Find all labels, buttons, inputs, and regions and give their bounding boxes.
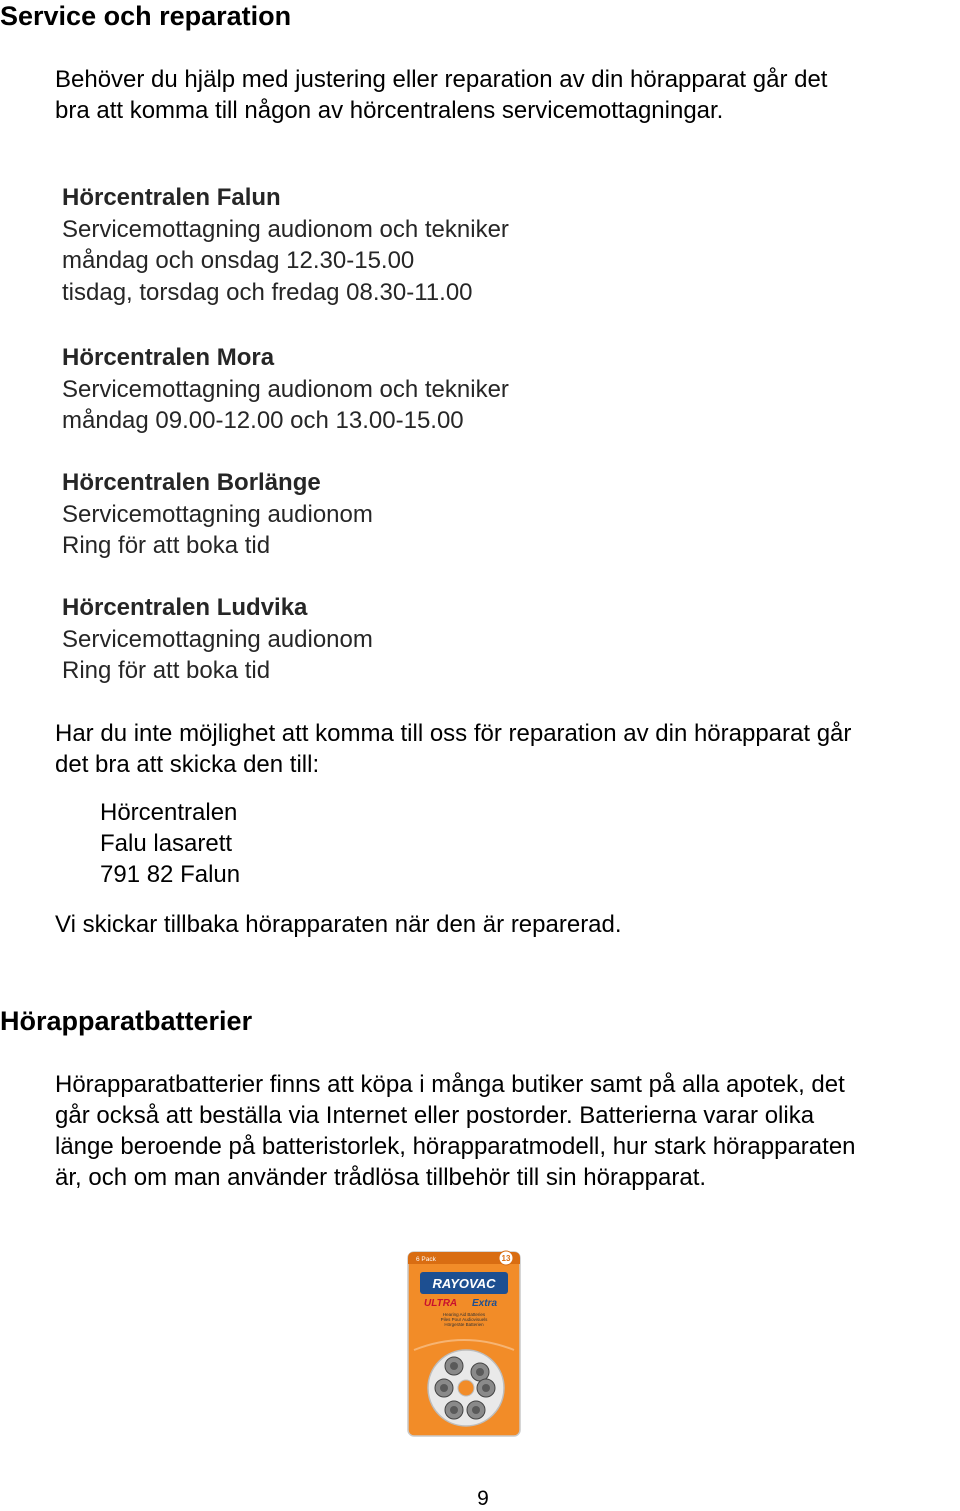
pack-label: 6 Pack: [416, 1256, 436, 1263]
location-line: Servicemottagning audionom och tekniker: [62, 215, 509, 243]
battery-cell-center: [482, 1384, 490, 1392]
address-line: Falu lasarett: [100, 830, 233, 857]
intro-line: bra att komma till någon av hörcentralens servicemottagningar.: [55, 97, 724, 124]
battery-cell-center: [450, 1362, 458, 1370]
address-line: 791 82 Falun: [100, 861, 241, 888]
package-desc: Hearing Aid Batteries: [442, 1312, 486, 1317]
batteries-line: är, och om man använder trådlösa tillbehör till sin hörapparat.: [55, 1164, 707, 1191]
battery-cell-center: [476, 1368, 484, 1376]
location-name: Hörcentralen Ludvika: [62, 594, 308, 621]
location-line: tisdag, torsdag och fredag 08.30-11.00: [62, 278, 473, 306]
location-name: Hörcentralen Falun: [62, 184, 281, 211]
package-desc: Piles Pour Audiovisuels: [440, 1317, 488, 1322]
page-number: 9: [477, 1487, 489, 1510]
location-mora: [62, 342, 509, 437]
product-name: ULTRA: [424, 1298, 458, 1309]
intro-line: Behöver du hjälp med justering eller reparation av din hörapparat går det: [55, 66, 828, 93]
batteries-line: Hörapparatbatterier finns att köpa i många butiker samt på alla apotek, det: [55, 1071, 845, 1098]
batteries-heading: Hörapparatbatterier: [0, 1006, 253, 1036]
address-line: Hörcentralen: [100, 799, 238, 826]
mail-intro-line: Har du inte möjlighet att komma till oss för reparation av din hörapparat går: [55, 720, 852, 747]
package-desc: Hörgeräte Batterien: [444, 1322, 484, 1327]
mail-intro-line: det bra att skicka den till:: [55, 751, 320, 778]
product-sub: Extra: [472, 1298, 498, 1309]
location-line: måndag 09.00-12.00 och 13.00-15.00: [62, 407, 464, 434]
battery-cell-center: [440, 1384, 448, 1392]
location-name: Hörcentralen Borlänge: [62, 469, 321, 496]
mailing-address: [100, 797, 240, 890]
mail-intro: [55, 718, 851, 780]
battery-package-image: [406, 1250, 522, 1438]
location-borlange: [62, 467, 373, 562]
location-line: Servicemottagning audionom: [62, 500, 373, 528]
batteries-line: går också att beställa via Internet eller postorder. Batterierna varar olika: [55, 1102, 815, 1129]
batteries-body: [55, 1069, 856, 1193]
brand-logo: RAYOVAC: [432, 1276, 496, 1291]
service-intro: [55, 64, 827, 126]
location-name: Hörcentralen Mora: [62, 344, 275, 371]
return-note: Vi skickar tillbaka hörapparaten när den är reparerad.: [55, 911, 622, 938]
location-line: Servicemottagning audionom: [62, 625, 373, 653]
location-line: Servicemottagning audionom och tekniker: [62, 375, 509, 403]
location-line: Ring för att boka tid: [62, 532, 271, 559]
size-label: 13: [501, 1254, 511, 1263]
battery-cell-center: [450, 1406, 458, 1414]
service-heading: Service och reparation: [0, 1, 292, 31]
location-line: måndag och onsdag 12.30-15.00: [62, 247, 415, 274]
location-line: Ring för att boka tid: [62, 657, 271, 684]
location-ludvika: [62, 592, 373, 687]
wheel-hub: [458, 1380, 474, 1396]
batteries-line: länge beroende på batteristorlek, hörapparatmodell, hur stark hörapparaten: [55, 1133, 856, 1160]
battery-cell-center: [472, 1406, 480, 1414]
location-falun: [62, 182, 509, 308]
